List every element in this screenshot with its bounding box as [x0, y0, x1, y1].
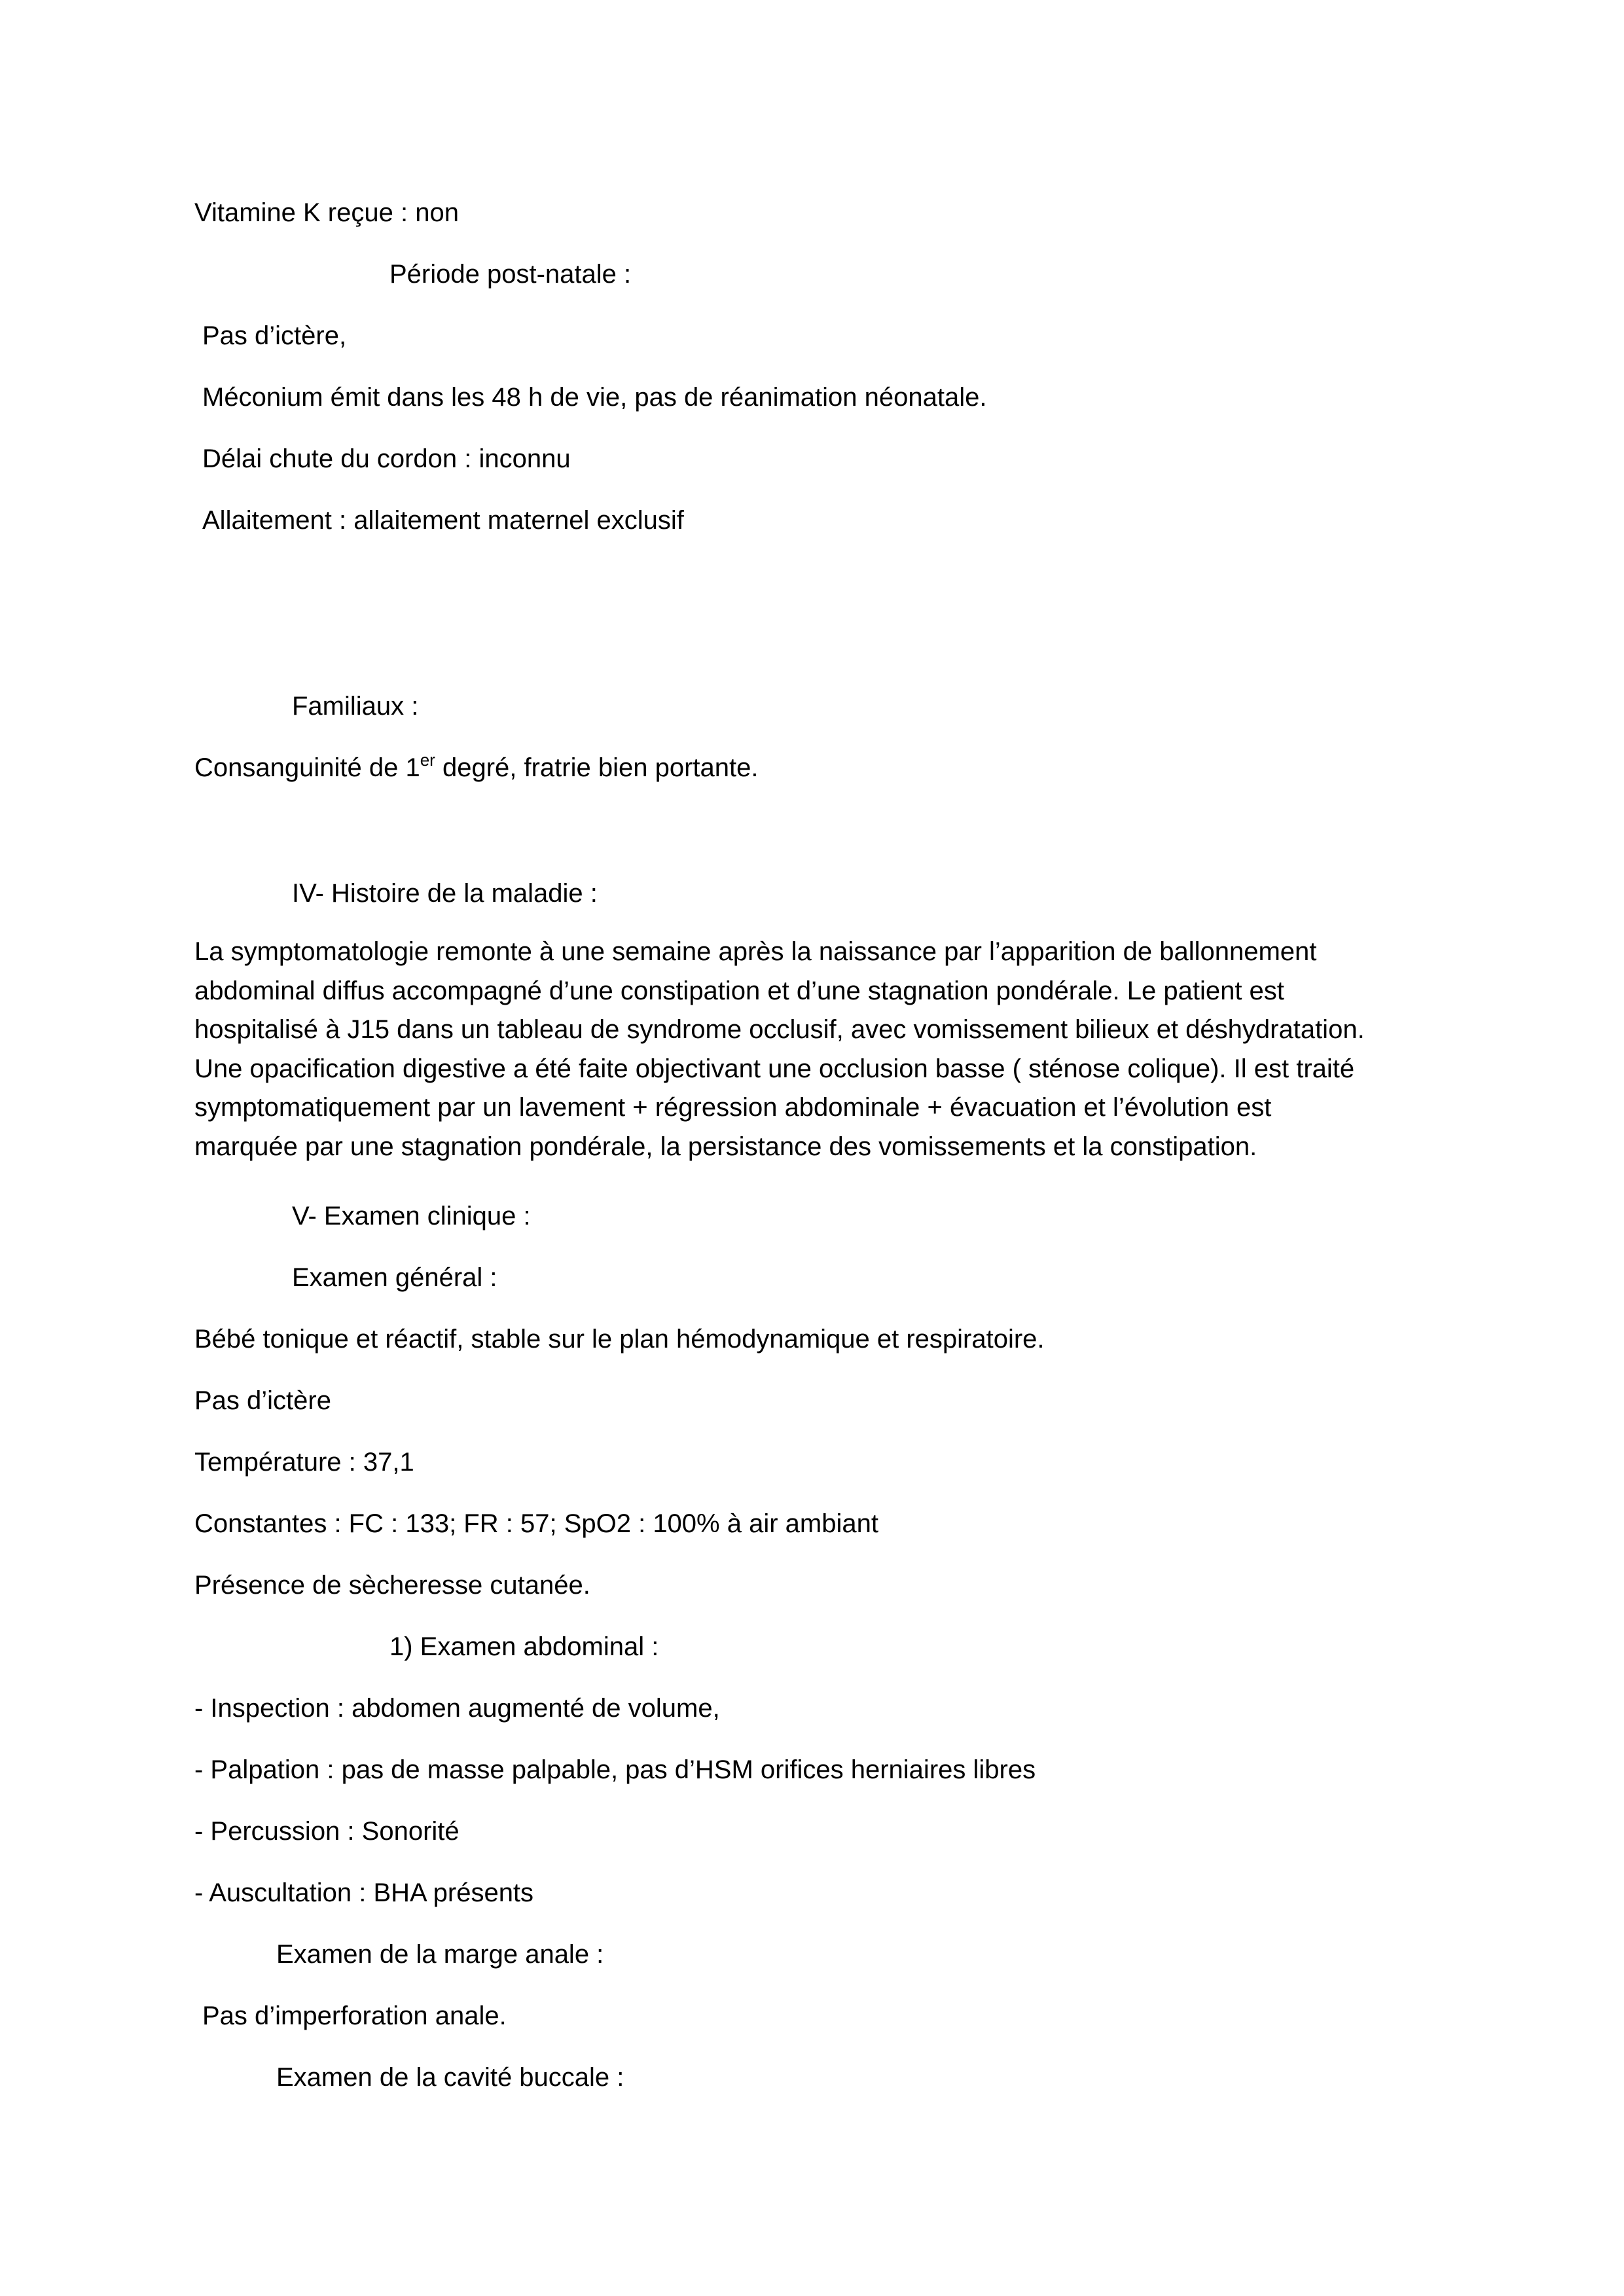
- postnatal-item-jaundice: Pas d’ictère,: [202, 321, 347, 350]
- postnatal-item-feeding: Allaitement : allaitement maternel exclusif: [202, 506, 684, 535]
- abdominal-item-auscultation: - Auscultation : BHA présents: [194, 1878, 534, 1907]
- abdominal-item-percussion: - Percussion : Sonorité: [194, 1817, 460, 1846]
- abdominal-item-palpation: - Palpation : pas de masse palpable, pas d’HSM orifices herniaires libres: [194, 1755, 1036, 1784]
- history-line: La symptomatologie remonte à une semaine après la naissance par l’apparition de ballonnement: [194, 937, 1317, 966]
- history-line: symptomatiquement par un lavement + régression abdominale + évacuation et l’évolution est: [194, 1093, 1272, 1122]
- consanguinity-text-after: degré, fratrie bien portante.: [435, 753, 759, 782]
- general-item: Présence de sècheresse cutanée.: [194, 1571, 590, 1600]
- consanguinity-text-before: Consanguinité de 1: [194, 753, 420, 782]
- familial-heading: Familiaux :: [292, 692, 419, 721]
- history-line: abdominal diffus accompagné d’une constipation et d’une stagnation pondérale. Le patient est: [194, 976, 1284, 1005]
- consanguinity-line: [194, 749, 759, 783]
- consanguinity-superscript: er: [420, 749, 435, 770]
- postnatal-item-meconium: Méconium émit dans les 48 h de vie, pas de réanimation néonatale.: [202, 383, 987, 412]
- abdominal-item-inspection: - Inspection : abdomen augmenté de volume,: [194, 1694, 720, 1723]
- general-exam-heading: Examen général :: [292, 1263, 497, 1292]
- vitals-line: Constantes : FC : 133; FR : 57; SpO2 : 100% à air ambiant: [194, 1509, 878, 1538]
- anal-exam-finding: Pas d’imperforation anale.: [202, 2001, 507, 2030]
- postnatal-item-cord: Délai chute du cordon : inconnu: [202, 444, 571, 473]
- oral-exam-heading: Examen de la cavité buccale :: [276, 2063, 624, 2092]
- temperature-line: Température : 37,1: [194, 1448, 414, 1477]
- vitamine-k-line: Vitamine K reçue : non: [194, 198, 459, 227]
- general-item: Bébé tonique et réactif, stable sur le plan hémodynamique et respiratoire.: [194, 1325, 1045, 1354]
- history-line: Une opacification digestive a été faite objectivant une occlusion basse ( sténose colique). Il est traité: [194, 1054, 1355, 1083]
- history-heading: IV- Histoire de la maladie :: [292, 879, 598, 908]
- history-line: hospitalisé à J15 dans un tableau de syndrome occlusif, avec vomissement bilieux et déshydratation.: [194, 1015, 1365, 1044]
- postnatal-heading: Période post-natale :: [389, 260, 632, 289]
- exam-heading: V- Examen clinique :: [292, 1202, 531, 1230]
- history-paragraph: [194, 933, 1504, 1166]
- anal-exam-heading: Examen de la marge anale :: [276, 1940, 604, 1969]
- general-item: Pas d’ictère: [194, 1386, 331, 1415]
- abdominal-exam-heading: 1) Examen abdominal :: [389, 1632, 659, 1661]
- history-line: marquée par une stagnation pondérale, la persistance des vomissements et la constipation.: [194, 1132, 1257, 1161]
